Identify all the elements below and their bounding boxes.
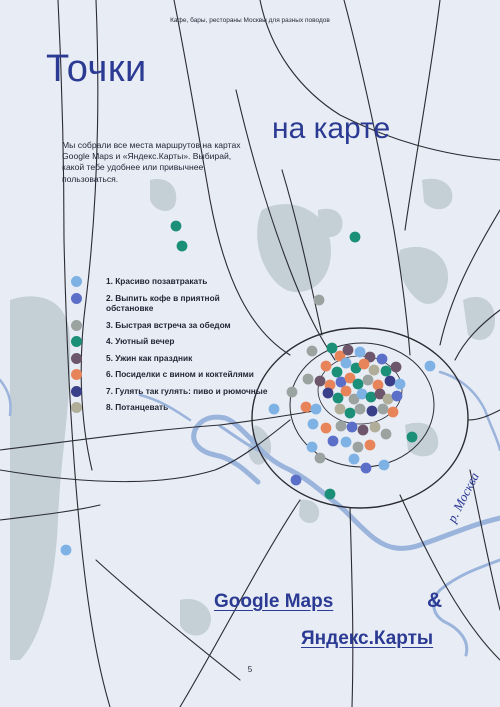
legend-item-dance bbox=[68, 402, 268, 413]
legend-dot-cozy-evening bbox=[71, 336, 82, 347]
place-marker[interactable] bbox=[355, 347, 366, 358]
running-header: Кафе, бары, рестораны Москвы для разных поводов bbox=[170, 17, 330, 24]
place-marker[interactable] bbox=[177, 241, 188, 252]
place-marker[interactable] bbox=[391, 362, 402, 373]
place-marker[interactable] bbox=[370, 422, 381, 433]
legend-label: 5. Ужин как праздник bbox=[106, 352, 193, 363]
place-marker[interactable] bbox=[269, 404, 280, 415]
legend-item-dinner bbox=[68, 353, 268, 364]
legend-label: 4. Уютный вечер bbox=[106, 336, 175, 346]
legend-label: 1. Красиво позавтракать bbox=[106, 276, 208, 286]
place-marker[interactable] bbox=[321, 423, 332, 434]
place-marker[interactable] bbox=[341, 358, 352, 369]
place-marker[interactable] bbox=[395, 379, 406, 390]
place-marker[interactable] bbox=[378, 404, 389, 415]
place-marker[interactable] bbox=[315, 453, 326, 464]
place-marker[interactable] bbox=[358, 425, 369, 436]
place-marker[interactable] bbox=[287, 387, 298, 398]
place-marker[interactable] bbox=[369, 365, 380, 376]
legend-label: 7. Гулять так гулять: пиво и рюмочные bbox=[106, 385, 268, 396]
place-marker[interactable] bbox=[353, 442, 364, 453]
legend-dot-dinner bbox=[71, 353, 82, 364]
legend-dot-wine bbox=[71, 369, 82, 380]
category-legend bbox=[68, 276, 268, 413]
place-marker[interactable] bbox=[381, 366, 392, 377]
place-marker[interactable] bbox=[307, 346, 318, 357]
place-marker[interactable] bbox=[327, 343, 338, 354]
legend-item-breakfast bbox=[68, 276, 268, 287]
place-marker[interactable] bbox=[345, 408, 356, 419]
legend-label: 6. Посиделки с вином и коктейлями bbox=[106, 369, 254, 379]
place-marker[interactable] bbox=[349, 454, 360, 465]
place-marker[interactable] bbox=[361, 463, 372, 474]
place-marker[interactable] bbox=[385, 376, 396, 387]
place-marker[interactable] bbox=[303, 374, 314, 385]
legend-label: 3. Быстрая встреча за обедом bbox=[106, 319, 231, 330]
place-marker[interactable] bbox=[301, 402, 312, 413]
place-marker[interactable] bbox=[425, 361, 436, 372]
place-marker[interactable] bbox=[381, 429, 392, 440]
legend-dot-coffee bbox=[71, 293, 82, 304]
place-marker[interactable] bbox=[336, 421, 347, 432]
ampersand: & bbox=[427, 589, 443, 612]
place-marker[interactable] bbox=[328, 436, 339, 447]
place-marker[interactable] bbox=[341, 437, 352, 448]
place-marker[interactable] bbox=[315, 376, 326, 387]
legend-dot-beer bbox=[71, 386, 82, 397]
place-marker[interactable] bbox=[335, 404, 346, 415]
page-title-line2: на карте bbox=[272, 112, 391, 145]
river-label: р. Москва bbox=[444, 469, 482, 525]
place-marker[interactable] bbox=[332, 367, 343, 378]
legend-item-wine bbox=[68, 369, 268, 380]
legend-item-coffee bbox=[68, 293, 268, 314]
legend-item-beer bbox=[68, 386, 268, 397]
place-marker[interactable] bbox=[379, 460, 390, 471]
place-marker[interactable] bbox=[321, 361, 332, 372]
place-marker[interactable] bbox=[367, 406, 378, 417]
place-marker[interactable] bbox=[325, 489, 336, 500]
place-marker[interactable] bbox=[171, 221, 182, 232]
legend-item-lunch bbox=[68, 320, 268, 331]
page-number: 5 bbox=[247, 665, 253, 674]
place-marker[interactable] bbox=[341, 386, 352, 397]
place-marker[interactable] bbox=[407, 432, 418, 443]
legend-item-cozy-evening bbox=[68, 336, 268, 347]
place-marker[interactable] bbox=[323, 388, 334, 399]
place-marker[interactable] bbox=[377, 354, 388, 365]
place-marker[interactable] bbox=[291, 475, 302, 486]
place-marker[interactable] bbox=[61, 545, 72, 556]
yandex-maps-link[interactable]: Яндекс.Карты bbox=[301, 628, 434, 649]
place-marker[interactable] bbox=[359, 359, 370, 370]
legend-dot-lunch bbox=[71, 320, 82, 331]
place-marker[interactable] bbox=[353, 379, 364, 390]
place-marker[interactable] bbox=[308, 419, 319, 430]
legend-label: 2. Выпить кофе в приятной обстановке bbox=[106, 292, 220, 313]
place-marker[interactable] bbox=[392, 391, 403, 402]
place-marker[interactable] bbox=[314, 295, 325, 306]
intro-paragraph: Мы собрали все места маршрутов на картах Google Maps и «Яндекс.Карты». Выбирай, какой тебе удобнее или привычнее пользоваться. bbox=[62, 140, 241, 184]
place-marker[interactable] bbox=[311, 404, 322, 415]
place-marker[interactable] bbox=[347, 422, 358, 433]
place-marker[interactable] bbox=[373, 380, 384, 391]
legend-dot-dance bbox=[71, 402, 82, 413]
page-title-line1: Точки bbox=[46, 48, 147, 90]
place-marker[interactable] bbox=[343, 345, 354, 356]
place-marker[interactable] bbox=[355, 404, 366, 415]
place-marker[interactable] bbox=[388, 407, 399, 418]
place-marker[interactable] bbox=[350, 232, 361, 243]
place-marker[interactable] bbox=[365, 440, 376, 451]
legend-label: 8. Потанцевать bbox=[106, 402, 169, 412]
place-marker[interactable] bbox=[307, 442, 318, 453]
legend-dot-breakfast bbox=[71, 276, 82, 287]
google-maps-link[interactable]: Google Maps bbox=[214, 591, 334, 612]
place-marker[interactable] bbox=[363, 375, 374, 386]
